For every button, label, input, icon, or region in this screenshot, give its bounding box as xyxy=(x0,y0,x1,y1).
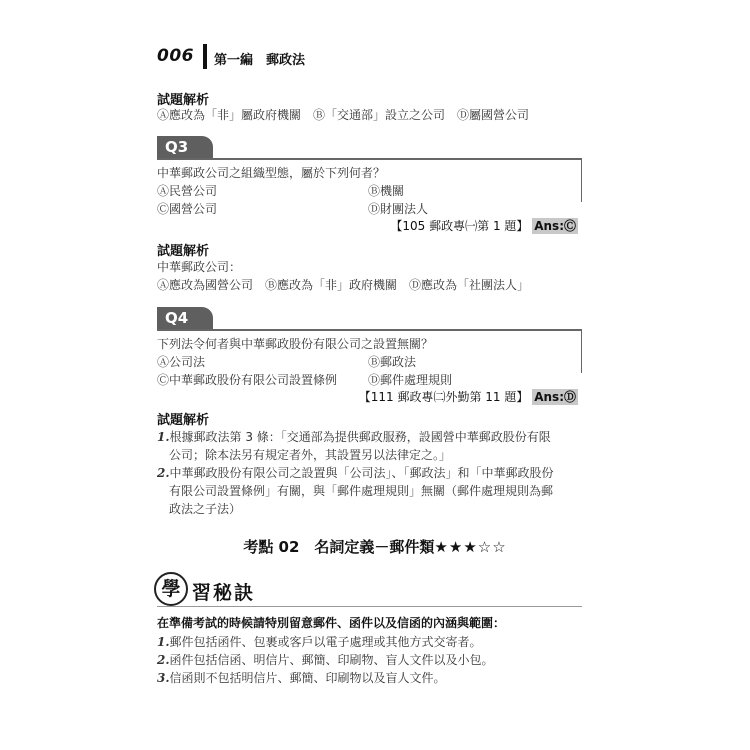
question-text: 中華郵政公司之組織型態，屬於下列何者？ xyxy=(157,166,386,180)
item-text: 郵件包括函件、包裹或客戶以電子處理或其他方式交寄者。 xyxy=(169,635,482,649)
option-a: Ⓐ公司法 xyxy=(157,355,206,369)
option-c: Ⓒ中華郵政股份有限公司設置條例 xyxy=(157,373,338,387)
tips-logo-circle: 學 xyxy=(154,572,188,606)
divider xyxy=(581,329,583,373)
option-c: Ⓒ國營公司 xyxy=(157,202,218,216)
tips-heading: 習秘訣 xyxy=(192,582,256,604)
tips-item xyxy=(157,651,494,668)
analysis-line: 中華郵政公司： xyxy=(157,260,242,274)
answer-badge: Ans:Ⓓ xyxy=(534,390,576,404)
section-title xyxy=(0,536,750,557)
point-text: 有限公司設置條例」有關，與「郵件處理規則」無關（郵件處理規則為郵 xyxy=(169,484,554,498)
question-source: 【111 郵政專㈡外勤第 11 題】 xyxy=(358,390,529,404)
divider xyxy=(157,329,582,331)
question-tab: Q4 xyxy=(157,307,213,329)
analysis-label: 試題解析 xyxy=(157,93,210,108)
question-text: 下列法令何者與中華郵政股份有限公司之設置無關？ xyxy=(157,337,434,351)
item-number: 1. xyxy=(157,635,170,649)
divider xyxy=(157,158,582,160)
section-title-text: 考點 02 名詞定義－郵件類 xyxy=(243,538,435,556)
star-rating: ★★★☆☆ xyxy=(434,538,507,556)
tips-item xyxy=(157,669,446,686)
item-number: 2. xyxy=(157,653,170,667)
question-tab: Q3 xyxy=(157,136,213,158)
point-number: 2. xyxy=(157,466,170,480)
option-b: Ⓑ機關 xyxy=(368,184,405,198)
point-text: 公司；除本法另有規定者外，其設置另以法律定之。」 xyxy=(169,448,452,462)
header-divider xyxy=(203,44,207,69)
analysis-label: 試題解析 xyxy=(157,413,210,428)
item-text: 信函則不包括明信片、郵簡、印刷物以及盲人文件。 xyxy=(169,671,446,685)
analysis-point xyxy=(157,428,551,445)
item-text: 函件包括信函、明信片、郵簡、印刷物、盲人文件以及小包。 xyxy=(169,653,494,667)
option-a: Ⓐ民營公司 xyxy=(157,184,218,198)
option-b: Ⓑ郵政法 xyxy=(368,355,417,369)
analysis-point xyxy=(157,464,554,481)
chapter-title: 第一編 郵政法 xyxy=(214,53,306,68)
point-text: 政法之子法） xyxy=(169,502,242,516)
point-text: 根據郵政法第 3 條：「交通部為提供郵政服務，設國營中華郵政股份有限 xyxy=(169,430,551,444)
item-number: 3. xyxy=(157,671,170,685)
answer-line xyxy=(359,388,578,405)
analysis-line: Ⓐ應改為「非」屬政府機關 Ⓑ「交通部」設立之公司 Ⓓ屬國營公司 xyxy=(157,108,530,122)
analysis-line: Ⓐ應改為國營公司 Ⓑ應改為「非」政府機關 Ⓓ應改為「社團法人」 xyxy=(157,278,530,292)
answer-badge: Ans:Ⓒ xyxy=(534,219,576,233)
answer-line xyxy=(390,217,578,234)
divider xyxy=(157,606,582,607)
tips-item xyxy=(157,633,482,650)
point-number: 1. xyxy=(157,430,170,444)
option-d: Ⓓ郵件處理規則 xyxy=(368,373,453,387)
divider xyxy=(581,158,583,202)
tips-intro: 在準備考試的時候請特別留意郵件、函件以及信函的內涵與範圍： xyxy=(157,616,506,630)
analysis-label: 試題解析 xyxy=(157,244,210,259)
question-source: 【105 郵政專㈠第 1 題】 xyxy=(390,219,529,233)
option-d: Ⓓ財團法人 xyxy=(368,202,429,216)
point-text: 中華郵政股份有限公司之設置與「公司法」、「郵政法」和「中華郵政股份 xyxy=(169,466,554,480)
page-number: 006 xyxy=(157,46,194,66)
